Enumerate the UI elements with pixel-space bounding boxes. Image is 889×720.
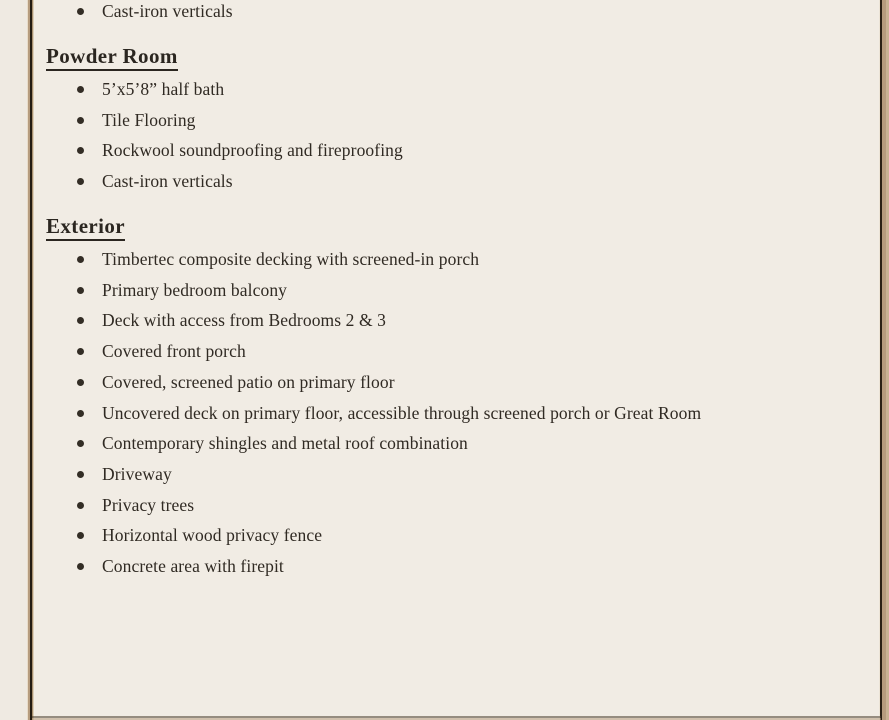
section-heading-text: Exterior	[46, 214, 125, 241]
list-item	[46, 311, 819, 330]
list-item-text: Tile Flooring	[102, 109, 196, 130]
bullet-icon	[77, 8, 84, 15]
page-outer-margin	[0, 0, 27, 720]
bullet-icon	[77, 532, 84, 539]
document-page	[46, 0, 819, 588]
list-item	[46, 404, 819, 423]
list-item-text: Covered front porch	[102, 341, 246, 362]
list-item-text: Rockwool soundproofing and fireproofing	[102, 140, 403, 161]
list-item-text: Timbertec composite decking with screened-in porch	[102, 249, 480, 270]
list-item-text: Uncovered deck on primary floor, accessible through screened porch or Great Room	[102, 402, 702, 423]
list-item	[46, 172, 819, 191]
bullet-icon	[77, 410, 84, 417]
list-item-text: Contemporary shingles and metal roof combination	[102, 433, 468, 454]
list-item	[46, 557, 819, 576]
section-heading	[46, 214, 819, 239]
bullet-icon	[77, 287, 84, 294]
list-item-text: Driveway	[102, 463, 172, 484]
section-powder-room	[46, 44, 819, 191]
list-item	[46, 373, 819, 392]
page-bottom-border	[32, 716, 881, 720]
list-item	[46, 2, 819, 21]
bullet-icon	[77, 317, 84, 324]
section-continuation	[46, 2, 819, 21]
feature-list	[46, 2, 819, 21]
list-item-text: Horizontal wood privacy fence	[102, 525, 323, 546]
list-item	[46, 526, 819, 545]
bullet-icon	[77, 117, 84, 124]
bullet-icon	[77, 256, 84, 263]
section-heading	[46, 44, 819, 69]
list-item	[46, 80, 819, 99]
feature-list	[46, 250, 819, 576]
bullet-icon	[77, 440, 84, 447]
list-item	[46, 496, 819, 515]
list-item-text: Concrete area with firepit	[102, 555, 284, 576]
list-item	[46, 434, 819, 453]
bullet-icon	[77, 86, 84, 93]
list-item-text: Deck with access from Bedrooms 2 & 3	[102, 310, 387, 331]
list-item-text: Cast-iron verticals	[102, 1, 233, 21]
list-item	[46, 250, 819, 269]
bullet-icon	[77, 502, 84, 509]
list-item-text: 5’x5’8” half bath	[102, 79, 225, 99]
list-item	[46, 111, 819, 130]
page-right-border	[879, 0, 889, 720]
list-item	[46, 141, 819, 160]
list-item	[46, 342, 819, 361]
list-item	[46, 281, 819, 300]
list-item-text: Privacy trees	[102, 494, 195, 515]
page-left-border	[27, 0, 35, 720]
list-item-text: Primary bedroom balcony	[102, 279, 288, 300]
bullet-icon	[77, 471, 84, 478]
list-item-text: Cast-iron verticals	[102, 171, 233, 192]
feature-list	[46, 80, 819, 191]
section-exterior	[46, 214, 819, 576]
section-heading-text: Powder Room	[46, 44, 178, 71]
list-item-text: Covered, screened patio on primary floor	[102, 371, 395, 392]
bullet-icon	[77, 348, 84, 355]
bullet-icon	[77, 563, 84, 570]
bullet-icon	[77, 147, 84, 154]
list-item	[46, 465, 819, 484]
bullet-icon	[77, 178, 84, 185]
bullet-icon	[77, 379, 84, 386]
